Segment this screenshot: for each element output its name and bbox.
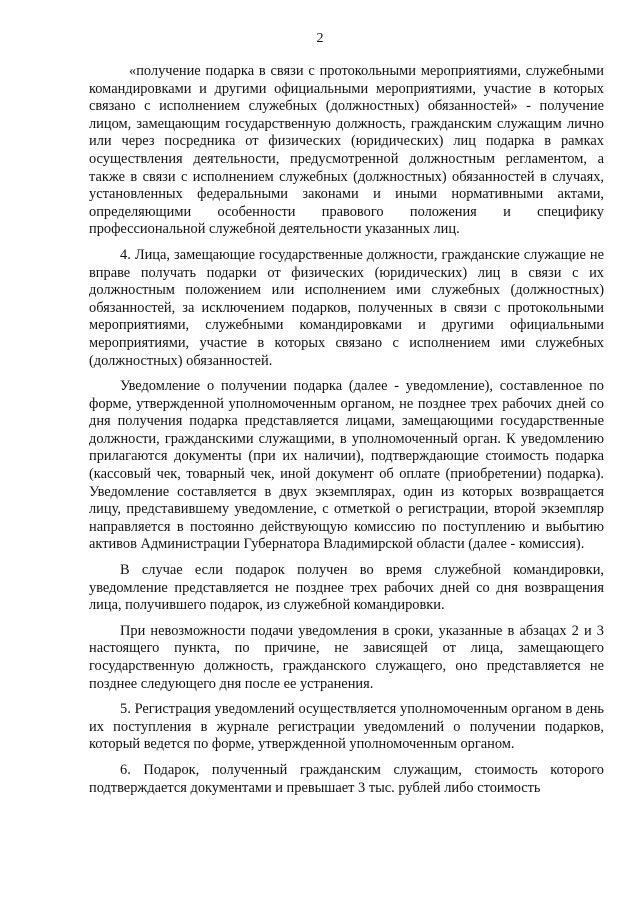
page-number: 2 <box>316 31 324 46</box>
document-body <box>89 63 604 797</box>
paragraph-item-6: 6. Подарок, полученный гражданским служащим, стоимость которого подтверждается документами и превышает 3 тыс. рублей либо стоимость <box>89 761 604 796</box>
paragraph-notification: Уведомление о получении подарка (далее - уведомление), составленное по форме, утвержденной уполномоченным органом, не позднее трех рабочих дней со дня получения подарка представляется лицами, замещающими государственные должности, гражданскими служащими, в уполномоченный орган. К уведомлению прилагаются документы (при их наличии), подтверждающие стоимость подарка (кассовый чек, товарный чек, иной документ об оплате (приобретении) подарка). Уведомление составляется в двух экземплярах, один из которых возвращается лицу, представившему уведомление, с отметкой о регистрации, второй экземпляр направляется в постоянно действующую комиссию по поступлению и выбытию активов Администрации Губернатора Владимирской области (далее - комиссия). <box>89 378 604 553</box>
paragraph-item-5: 5. Регистрация уведомлений осуществляется уполномоченным органом в день их поступления в журнале регистрации уведомлений о получении подарков, который ведется по форме, утвержденной уполномоченным органом. <box>89 701 604 753</box>
paragraph-item-4: 4. Лица, замещающие государственные должности, гражданские служащие не вправе получать подарки от физических (юридических) лиц в связи с их должностным положением или исполнением ими служебных (должностных) обязанностей, за исключением подарков, полученных в связи с протокольными мероприятиями, служебными командировками и другими официальными мероприятиями, участие в которых связано с исполнением ими служебных (должностных) обязанностей. <box>89 246 604 369</box>
paragraph-definition: «получение подарка в связи с протокольными мероприятиями, служебными командировками и другими официальными мероприятиями, участие в которых связано с исполнением служебных (должностных) обязанностей» - получение лицом, замещающим государственную должность, гражданским служащим лично или через посредника от физических (юридических) лиц подарка в рамках осуществления деятельности, предусмотренной должностным регламентом, а также в связи с исполнением служебных (должностных) обязанностей в случаях, установленных федеральными законами и иными нормативными актами, определяющими особенности правового положения и специфику профессиональной служебной деятельности указанных лиц. <box>89 63 604 238</box>
paragraph-impossibility: При невозможности подачи уведомления в сроки, указанные в абзацах 2 и 3 настоящего пункта, по причине, не зависящей от лица, замещающего государственную должность, гражданского служащего, оно представляется не позднее следующего дня после ее устранения. <box>89 622 604 692</box>
paragraph-business-trip: В случае если подарок получен во время служебной командировки, уведомление представляется не позднее трех рабочих дней со дня возвращения лица, получившего подарок, из служебной командировки. <box>89 562 604 614</box>
